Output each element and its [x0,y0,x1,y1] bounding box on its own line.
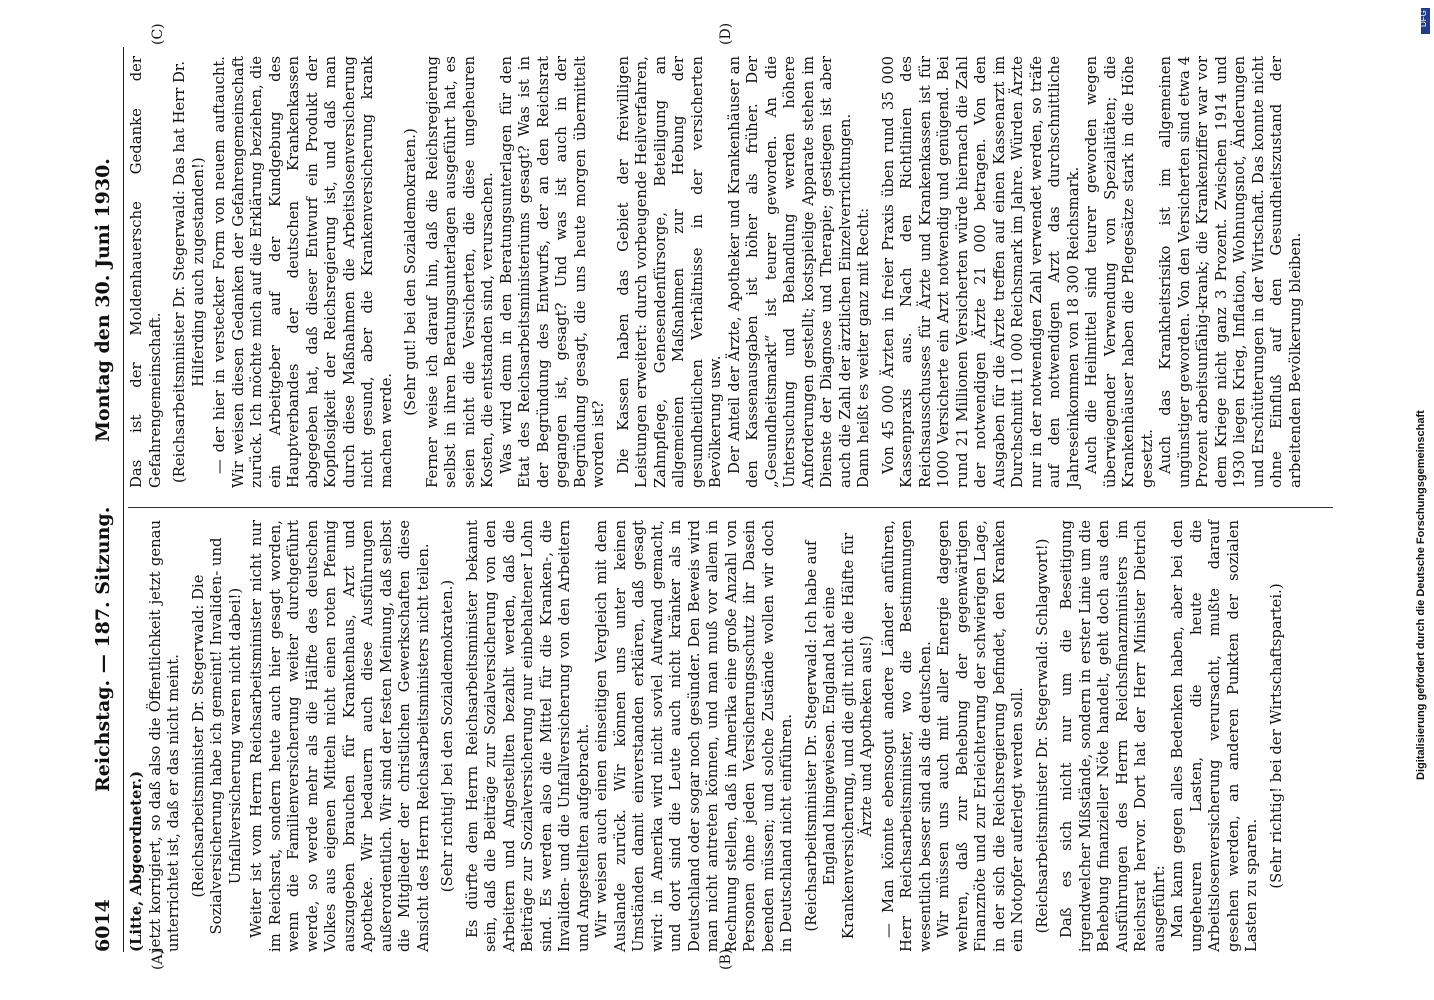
interjection: (Reichsarbeitsminister Dr. Stegerwald: Ich habe auf England hingewiesen. England hat eine Krankenversicherung, und die gilt nicht die Hälfte für Ärzte und Apotheken aus!) [802,532,875,940]
dfg-logo-text: DFG [1419,10,1428,27]
paragraph: Daß es sich nicht nur um die Beseitigung irgendwelcher Mißstände, sondern in erster Linie um die Behebung finanzieller Nöte handelt, geht doch aus den Ausführungen des Herrn Reichsfinanzministers im Reichsrat hervor. Dort hat der Herr Minister Dietrich ausgeführt: [1058,520,1168,952]
header-left-title: Reichstag. — 187. Sitzung. [92,506,114,792]
interjection: (Sehr richtig! bei den Sozialdemokraten.) [439,579,456,893]
paragraph: Es dürfte dem Herrn Reichsarbeitsminister bekannt sein, daß die Beiträge zur Sozialversicherung von den Arbeitern und Angestellten bezahlt werden, daß die Beiträge zur Sozialversicherung nur einbehaltener Lohn sind. Es werden also die Mittel für die Kranken-, die Invaliden- und die Unfallversicherung von den Arbeitern und Angestellten aufgebracht. [463,520,592,952]
interjection: (Sehr richtig! bei der Wirtschaftspartei.) [1267,583,1285,889]
paragraph: jetzt korrigiert, so daß also die Öffentlichkeit jetzt genau unterrichtet ist, daß er das nicht meint. [146,520,182,952]
quotation: Von 45 000 Ärzten in freier Praxis üben rund 35 000 Kassenpraxis aus. Nach den Richtlinien des Reichsausschusses für Ärzte und Krankenkassen ist für 1000 Versicherte ein Arzt notwendig und genügend. Bei rund 21 Millionen Versicherten würde hiernach die Zahl der notwendigen Ärzte 21 000 betragen. Von den Ausgaben für die Ärzte treffen auf einen Kassenarzt im Durchschnitt 11 000 Reichsmark im Jahre. Würden Ärzte nur in der notwendigen Zahl verwendet werden, so träfe auf den notwendigen Arzt das durchschnittliche Jahreseinkommen von 18 300 Reichsmark. [879,56,1082,488]
margin-mark-c: (C) [150,23,166,45]
interjection: (Reichsarbeitsminister Dr. Stegerwald: Schlagwort!) [1033,538,1051,934]
quotation: Auch das Krankheitsrisiko ist im allgemeinen ungünstiger geworden. Von den Versicherten sind etwa 4 Prozent arbeitsunfähig-krank; die Krankenziffer war vor dem Kriege nicht ganz 3 Prozent. Zwischen 1914 und 1930 liegen Krieg, Inflation, Wohnungsnot, Änderungen und Erschütterungen in der Wirtschaft. Das konnte nicht ohne Einfluß auf den Gesundheitszustand der arbeitenden Bevölkerung bleiben. [1157,56,1304,488]
paragraph: Was wird denn in den Beratungsunterlagen für den Etat des Reichsarbeitsministeriums gesagt? Was ist in der Begründung des Entwurfs, der an den Reichsrat gegangen ist, gesagt? Und was ist auch in der Begründung gesagt, die uns heute morgen übermittelt worden ist? [497,56,607,488]
paragraph: Dann heißt es weiter ganz mit Recht: [855,207,872,488]
left-column [128,520,1289,952]
paragraph: — der hier in versteckter Form von neuem auftaucht. Wir weisen diesen Gedanken der Gefahrengemeinschaft zurück. Ich möchte mich auf die Erklärung beziehen, die ein Arbeitgeber auf der Kundgebung des Hauptverbandes der deutschen Krankenkassen abgegeben hat, daß dieser Entwurf ein Produkt der Kopflosigkeit der Reichsregierung ist, und daß man durch diese Maßnahmen die Arbeitslosenversicherung nicht gesund, aber die Krankenversicherung krank machen werde. [211,56,395,488]
header-rule [123,47,124,952]
quotation: Man kann gegen alles Bedenken haben, aber bei den ungeheuren Lasten, die heute die Arbeitslosenversicherung verursacht, mußte darauf gesehen werden, an anderen Punkten der sozialen Lasten zu sparen. [1169,520,1260,952]
paragraph: Das ist der Moldenhauersche Gedanke der Gefahrengemeinschaft. [128,56,164,488]
paragraph: Wir weisen auch einen einseitigen Vergleich mit dem Auslande zurück. Wir können uns unter keinen Umständen damit einverstanden erklären, daß gesagt wird: in Amerika wird nicht soviel Aufwand gemacht, und dort sind die Leute auch nicht kränker als in Deutschland oder sogar noch gesünder. Den Beweis wird man nicht antreten können, und man muß vor allem in Rechnung stellen, daß in Amerika eine große Anzahl von Personen ohne jeden Versicherungsschutz ihr Dasein beenden müssen; und solche Zustände wollen wir doch in Deutschland nicht einführen. [593,520,795,952]
column-divider [128,507,1333,508]
paragraph: Weiter ist vom Herrn Reichsarbeitsminister nicht nur im Reichsrat, sondern heute auch hier gesagt worden, wenn die Familienversicherung weiter durchgeführt werde, so werde mehr als die Hälfte des deutschen Volkes aus eigenen Mitteln nicht einen roten Pfennig auszugeben brauchen für Krankenhaus, Arzt und Apotheke. Wir bedauern auch diese Ausführungen außerordentlich. Wir sind der festen Meinung, daß selbst die Mitglieder der christlichen Gewerkschaften diese Ansicht des Herrn Reichsarbeitsministers nicht teilen. [248,520,432,952]
interjection: (Reichsarbeitsminister Dr. Stegerwald: Das hat Herr Dr. Hilferding auch zugestanden!) [171,60,207,484]
paragraph: Wir müssen uns auch mit aller Energie dagegen wehren, daß zur Behebung der gegenwärtigen Finanznöte und zur Erleichterung der schwierigen Lage, in der sich die Reichsregierung befindet, den Kranken ein Notopfer auferlegt werden soll. [935,520,1026,952]
quotation: Der Anteil der Ärzte, Apotheker und Krankenhäuser an den Kassenausgaben ist höher als früher. Der „Gesundheitsmarkt“ ist teurer geworden. An die Untersuchung und Behandlung werden höhere Anforderungen gestellt; kostspielige Apparate stehen im Dienste der Diagnose und Therapie; gestiegen ist aber auch die Zahl der ärztlichen Einzelverrichtungen. [725,56,854,488]
margin-mark-d: (D) [718,22,734,45]
interjection: (Reichsarbeitsminister Dr. Stegerwald: Die Sozialversicherung habe ich gemeint! Invaliden- und Unfallversicherung waren nicht dabei!) [189,537,244,935]
paragraph: Ferner weise ich darauf hin, daß die Reichsregierung selbst in ihren Beratungsunterlagen ausgeführt hat, es seien nicht die Versicherten, die diese ungeheuren Kosten, die entstanden sind, verursachen. [423,56,496,488]
paragraph: — Man könnte ebensogut andere Länder anführen, Herr Reichsarbeitsminister, wo die Bestimmungen wesentlich besser sind als die deutschen. [879,520,934,952]
quotation: Auch die Heilmittel sind teurer geworden wegen überwiegender Verwendung von Spezialitäten; die Krankenhäuser haben die Pflegesätze stark in die Höhe gesetzt. [1083,56,1156,488]
page-header [92,47,122,952]
margin-mark-b: (B) [718,948,734,970]
page-number: 6014 [92,899,114,952]
sidebar [1408,0,1434,1000]
margin-mark-a: (A) [150,948,166,970]
header-right-title: Montag den 30. Juni 1930. [92,158,114,442]
quotation: Die Kassen haben das Gebiet der freiwilligen Leistungen erweitert: durch vorbeugende Heilverfahren, Zahnpflege, Genesendenfürsorge, Beteiligung an allgemeinen Maßnahmen zur Hebung der gesundheitlichen Verhältnisse in der versicherten Bevölkerung usw. [614,56,724,488]
right-column [128,56,1305,488]
dfg-logo [1421,8,1430,34]
funding-note: Digitalisierung gefördert durch die Deutsche Forschungsgemeinschaft [1415,410,1427,780]
interjection: (Sehr gut! bei den Sozialdemokraten.) [402,128,419,416]
speaker-line: (Litte, Abgeordneter.) [128,770,145,952]
